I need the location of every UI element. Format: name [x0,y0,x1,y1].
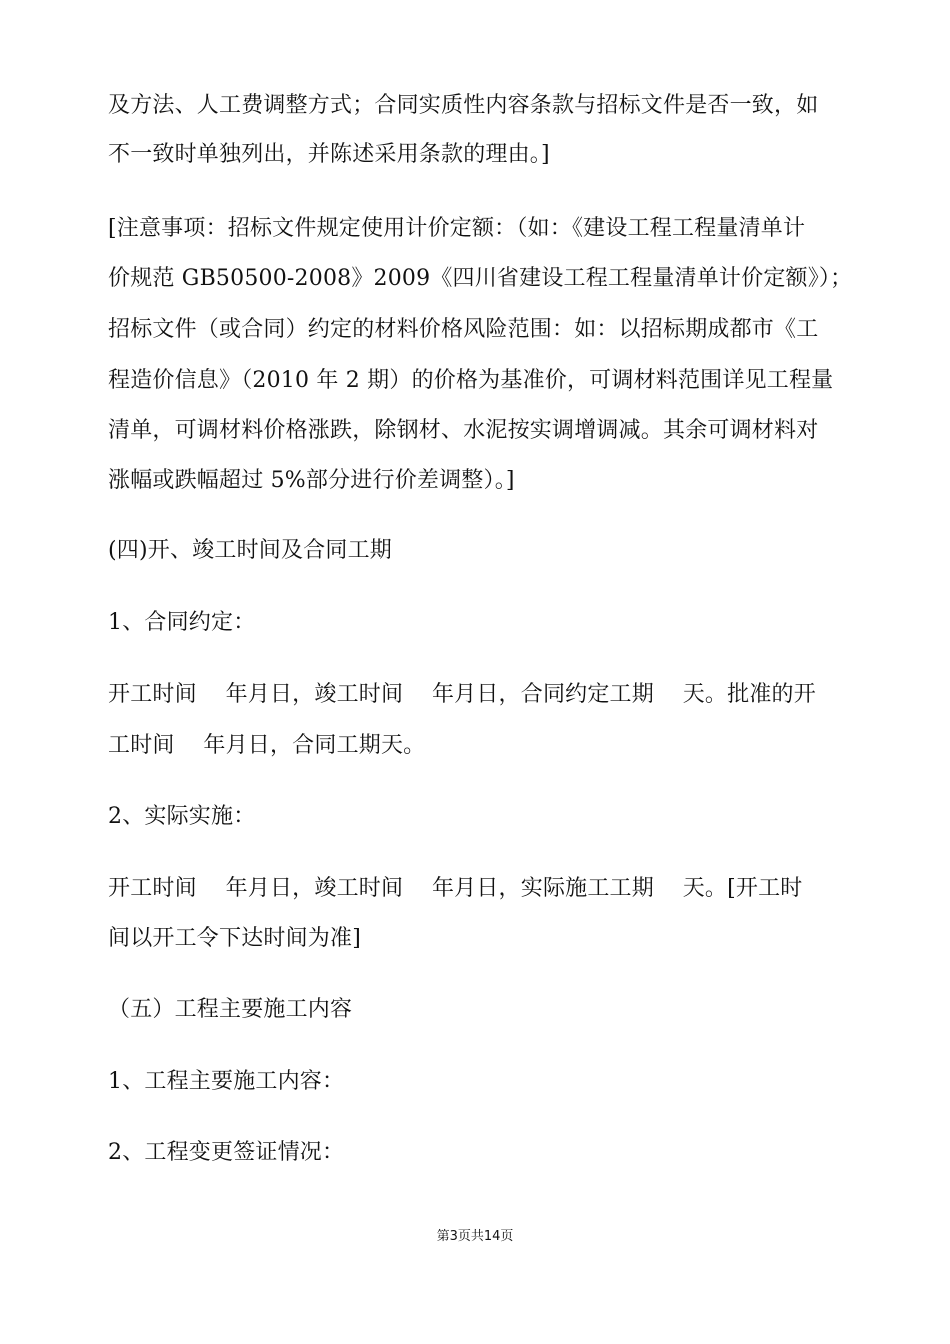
subsection-heading: 2、工程变更签证情况： [108,1140,345,1165]
text-line: 程造价信息》（2010 年 2 期）的价格为基准价，可调材料范围详见工程量 [108,368,834,393]
text-line: 开工时间 年月日，竣工时间 年月日，合同约定工期 天。批准的开 [108,682,816,707]
subsection-heading: 1、工程主要施工内容： [108,1069,345,1094]
text-line: 涨幅或跌幅超过 5%部分进行价差调整）。] [108,468,515,493]
text-line: 招标文件（或合同）约定的材料价格风险范围：如：以招标期成都市《工 [108,317,819,342]
subsection-heading: 1、合同约定： [108,610,256,635]
subsection-heading: 2、实际实施： [108,804,256,829]
text-line: 清单，可调材料价格涨跌，除钢材、水泥按实调增调减。其余可调材料对 [108,418,819,443]
text-line: [注意事项：招标文件规定使用计价定额：（如：《建设工程工程量清单计 [108,216,806,241]
text-line: 开工时间 年月日，竣工时间 年月日，实际施工工期 天。[开工时 [108,876,803,901]
section-heading: (四)开、竣工时间及合同工期 [108,538,392,563]
text-line: 工时间 年月日，合同工期天。 [108,733,426,758]
text-line: 及方法、人工费调整方式；合同实质性内容条款与招标文件是否一致，如 [108,93,819,118]
text-line: 价规范 GB50500-2008》2009《四川省建设工程工程量清单计价定额》）； [108,266,853,291]
section-heading: （五）工程主要施工内容 [108,997,353,1022]
page-number: 第3页共14页 [436,1229,514,1244]
text-line: 不一致时单独列出，并陈述采用条款的理由。] [108,142,550,167]
text-line: 间以开工令下达时间为准] [108,926,361,951]
